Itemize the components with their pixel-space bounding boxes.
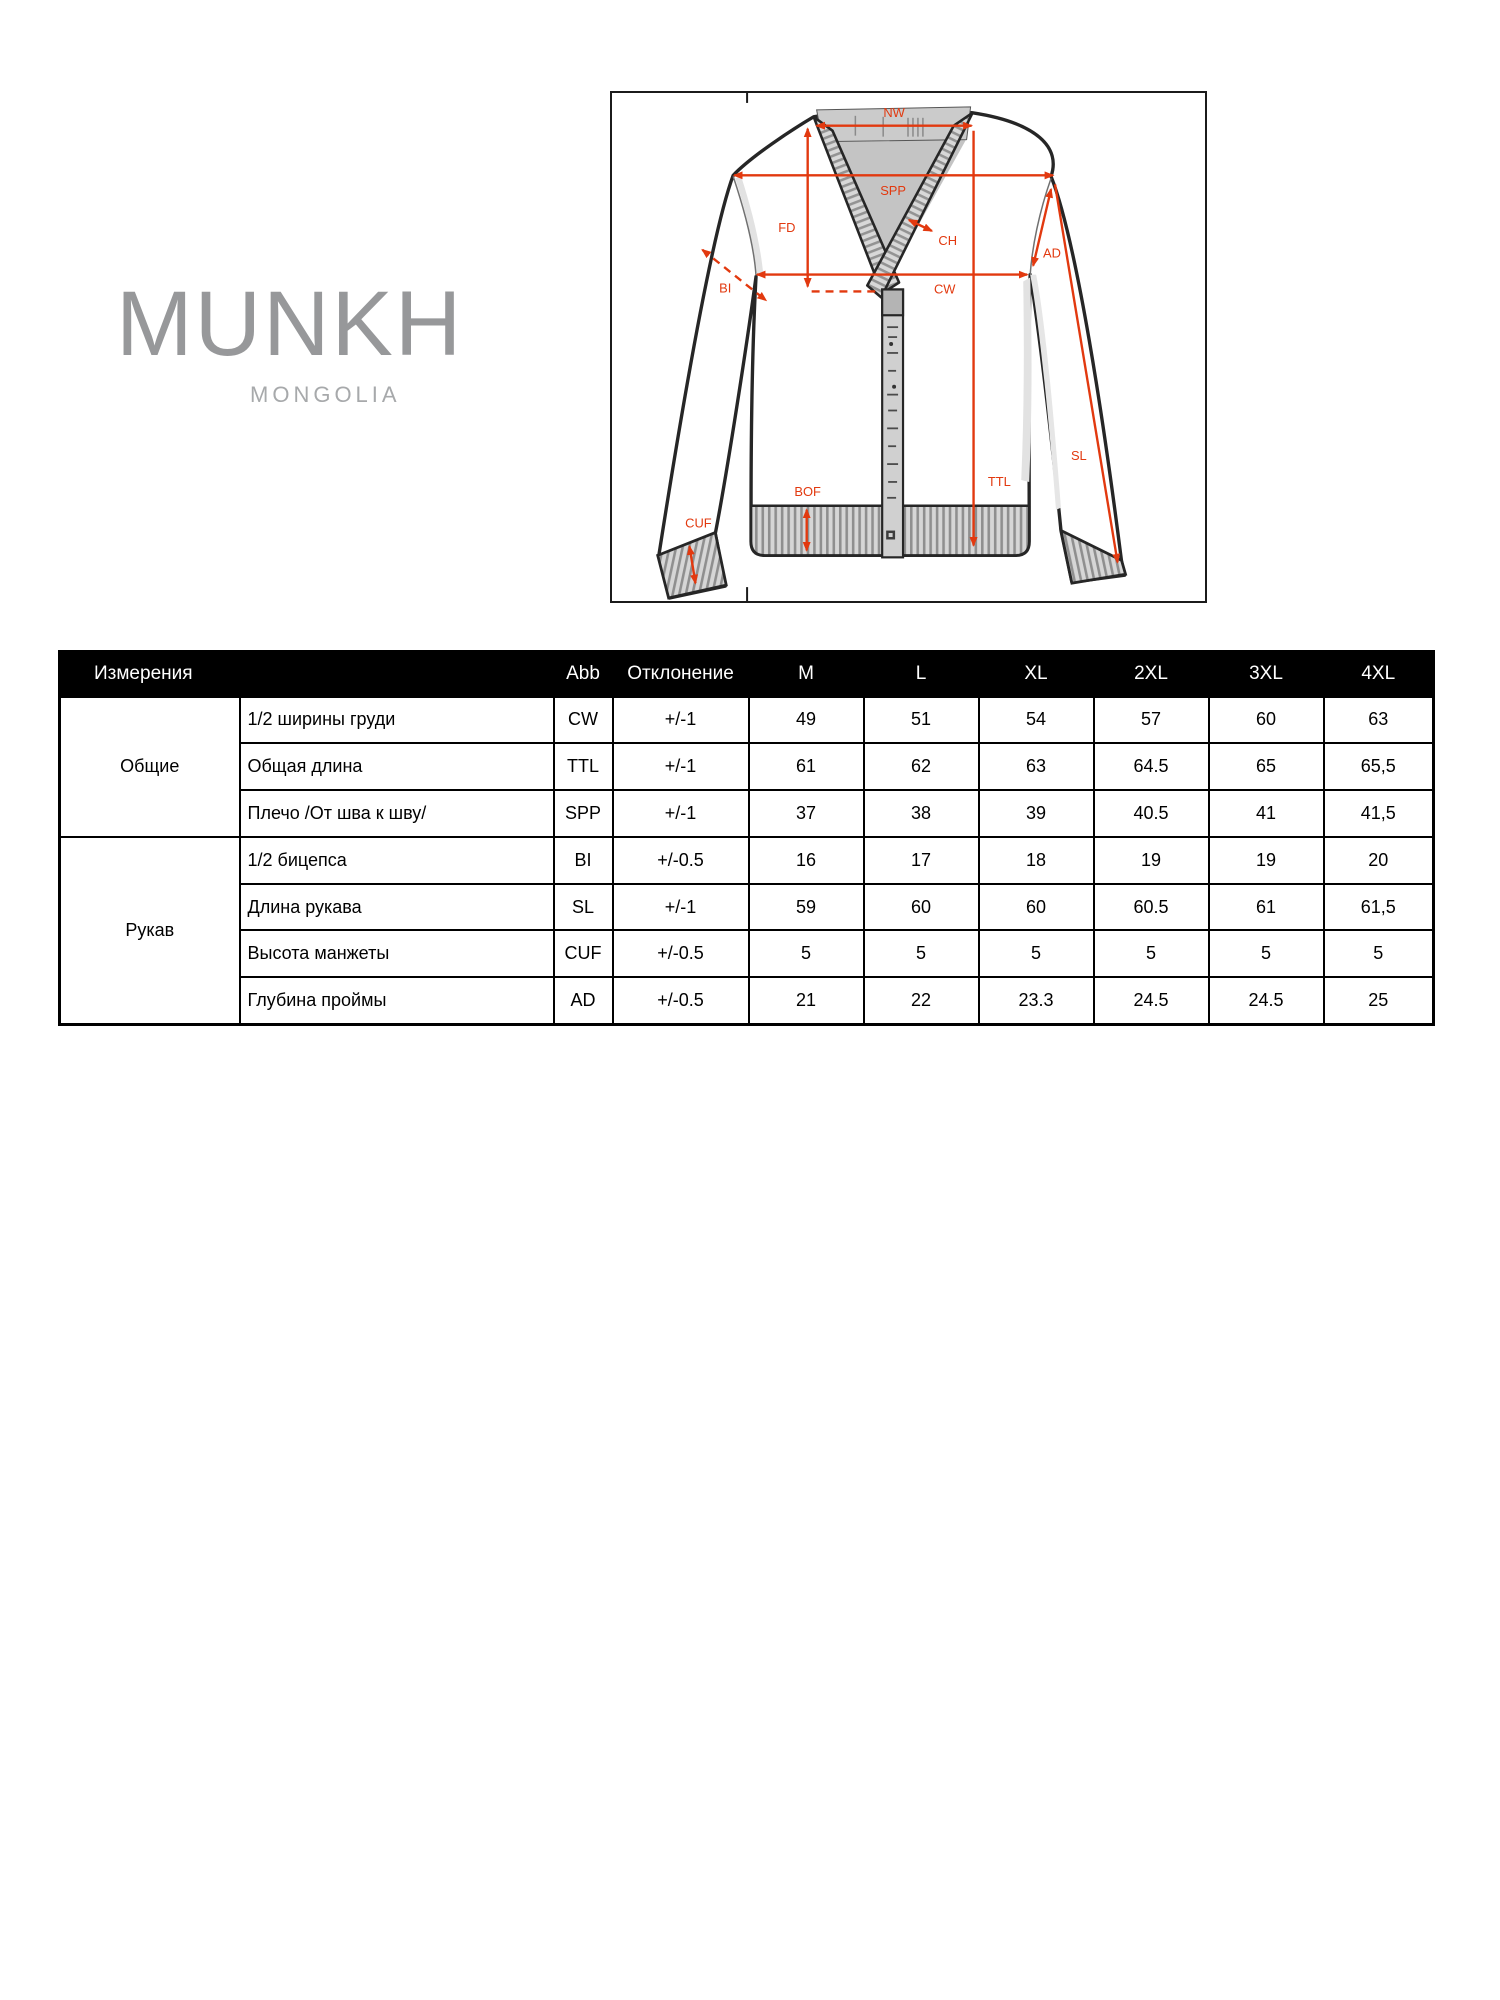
measure-tolerance: +/-0.5 [613,837,749,884]
measure-abb: CUF [554,930,613,977]
fd-label: FD [778,219,796,235]
value-cell: 39 [979,790,1094,837]
table-row [60,930,1434,977]
value-cell: 18 [979,837,1094,884]
header-size-m: M [749,652,864,697]
table-row [60,977,1434,1024]
value-cell: 60.5 [1094,884,1209,931]
value-cell: 19 [1094,837,1209,884]
bof-label: BOF [794,483,821,499]
table-row [60,743,1434,790]
header-measure: Измерения [60,652,554,697]
measure-name: Общая длина [240,743,554,790]
measure-tolerance: +/-1 [613,790,749,837]
value-cell: 23.3 [979,977,1094,1024]
measure-tolerance: +/-1 [613,884,749,931]
table-row [60,884,1434,931]
header-tolerance: Отклонение [613,652,749,697]
cuf-label: CUF [685,515,712,531]
value-cell: 59 [749,884,864,931]
ch-label: CH [938,232,958,248]
value-cell: 21 [749,977,864,1024]
measure-name: Плечо /От шва к шву/ [240,790,554,837]
measure-tolerance: +/-0.5 [613,930,749,977]
measure-abb: TTL [554,743,613,790]
header-size-xl: XL [979,652,1094,697]
value-cell: 5 [979,930,1094,977]
brand-logo-subtitle: MONGOLIA [250,382,401,407]
value-cell: 61 [749,743,864,790]
value-cell: 41,5 [1324,790,1434,837]
header-abb: Abb [554,652,613,697]
measure-abb: SPP [554,790,613,837]
header-size-l: L [864,652,979,697]
measure-abb: BI [554,837,613,884]
value-cell: 54 [979,697,1094,744]
table-row [60,837,1434,884]
value-cell: 24.5 [1094,977,1209,1024]
spp-label: SPP [880,183,907,199]
value-cell: 60 [979,884,1094,931]
table-row [60,790,1434,837]
bi-label: BI [719,280,732,296]
measure-name: 1/2 бицепса [240,837,554,884]
size-measurements-table [58,650,1435,1026]
header-row [60,652,1434,697]
cw-label: CW [934,281,956,297]
button-placket [882,289,903,557]
measure-tolerance: +/-0.5 [613,977,749,1024]
value-cell: 19 [1209,837,1324,884]
value-cell: 24.5 [1209,977,1324,1024]
value-cell: 49 [749,697,864,744]
value-cell: 40.5 [1094,790,1209,837]
value-cell: 5 [864,930,979,977]
value-cell: 25 [1324,977,1434,1024]
measure-name: 1/2 ширины груди [240,697,554,744]
value-cell: 38 [864,790,979,837]
value-cell: 64.5 [1094,743,1209,790]
measure-tolerance: +/-1 [613,743,749,790]
value-cell: 62 [864,743,979,790]
value-cell: 22 [864,977,979,1024]
header-size-2xl: 2XL [1094,652,1209,697]
value-cell: 5 [1209,930,1324,977]
value-cell: 63 [979,743,1094,790]
value-cell: 20 [1324,837,1434,884]
measure-abb: CW [554,697,613,744]
value-cell: 41 [1209,790,1324,837]
cardigan-measurement-diagram [612,93,1205,601]
table-row [60,697,1434,744]
ad-label: AD [1043,245,1061,261]
value-cell: 60 [864,884,979,931]
value-cell: 65 [1209,743,1324,790]
header-size-3xl: 3XL [1209,652,1324,697]
measure-abb: SL [554,884,613,931]
placket-button [889,342,893,346]
placket-top-section [882,289,903,315]
sl-label: SL [1070,448,1087,464]
value-cell: 51 [864,697,979,744]
measure-name: Высота манжеты [240,930,554,977]
value-cell: 57 [1094,697,1209,744]
value-cell: 5 [749,930,864,977]
value-cell: 61,5 [1324,884,1434,931]
value-cell: 37 [749,790,864,837]
placket-button [892,385,896,389]
value-cell: 5 [1094,930,1209,977]
measure-abb: AD [554,977,613,1024]
header-size-4xl: 4XL [1324,652,1434,697]
value-cell: 61 [1209,884,1324,931]
ttl-label: TTL [987,473,1011,489]
measure-tolerance: +/-1 [613,697,749,744]
value-cell: 63 [1324,697,1434,744]
nw-label: NW [883,104,905,120]
value-cell: 17 [864,837,979,884]
value-cell: 16 [749,837,864,884]
measure-name: Длина рукава [240,884,554,931]
measure-name: Глубина проймы [240,977,554,1024]
value-cell: 65,5 [1324,743,1434,790]
garment-diagram-frame [610,91,1207,603]
value-cell: 5 [1324,930,1434,977]
group-label-general: Общие [60,697,240,837]
value-cell: 60 [1209,697,1324,744]
placket-bottom-button-inner [889,533,893,537]
group-label-sleeve: Рукав [60,837,240,1024]
brand-logo: MUNKH [116,273,464,375]
